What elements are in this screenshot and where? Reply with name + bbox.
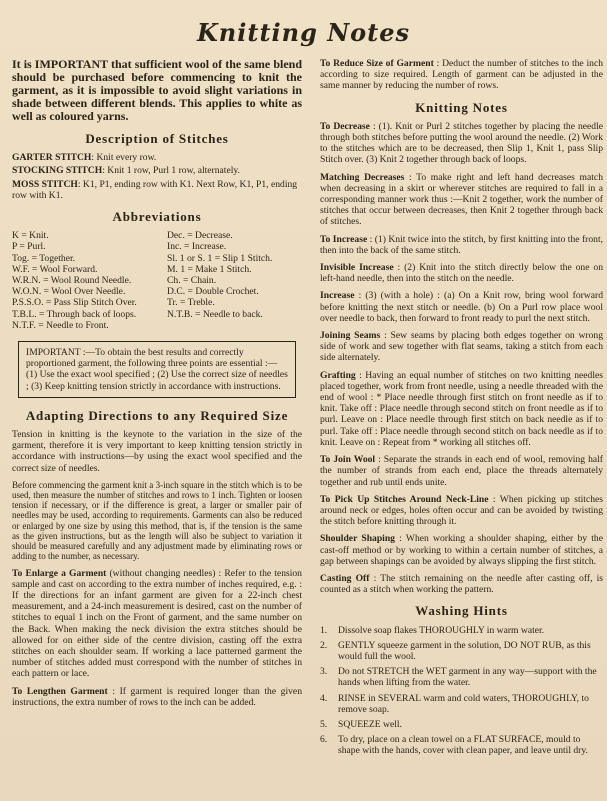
washing-text: Dissolve soap flakes THOROUGHLY in warm water.: [338, 624, 545, 636]
stitches-heading: Description of Stitches: [85, 131, 229, 146]
abbreviation-item: Dec. = Decrease.: [167, 230, 233, 242]
abbreviation-item: Tr. = Treble.: [167, 297, 215, 309]
stitch-term: MOSS STITCH: [12, 178, 78, 190]
washing-item: [320, 640, 603, 662]
washing-number: 1.: [320, 624, 328, 636]
note-text: : (3) (with a hole) : (a) On a Knit row, bring wool forward before knitting the next stitch or needle. (b) On a Purl row place wool over needle to back, then forward to front ready to purl the next stitch.: [320, 290, 603, 324]
lengthen-paragraph: [12, 686, 302, 708]
reduce-paragraph: [320, 58, 603, 92]
lengthen-term: To Lengthen Garment: [12, 685, 108, 697]
stitch-list: [12, 152, 302, 201]
abbreviation-item: P = Purl.: [12, 241, 46, 253]
washing-item: [320, 625, 603, 636]
note-item: [320, 454, 603, 488]
stitch-text: : K1, P1, ending row with K1. Next Row, K1, P1, ending row with K1.: [12, 178, 298, 201]
reduce-text: : Deduct the number of stitches to the inch according to size required. Length of garment can be adjusted in the same manner by reducing the number of rows.: [320, 58, 604, 92]
adapting-paragraph-2: Before commencing the garment knit a 3-inch square in the stitch which is to be used, then measure the number of stitches and rows to 1 inch. Tighten or loosen tension if necessary, or if the difference is great, a larger or smaller pair of needles may be used, according to requirements. Garments can also be reduced or enlarged by one size by using this method, that is, if the tension is the same as the given instructions, but as the length will also be subject to variation it should be measured carefully and any adjustment made by eliminating rows or adding to the number, as necessary.: [12, 479, 302, 562]
page-title: Knitting Notes: [196, 18, 411, 47]
note-text: : (1) Knit twice into the stitch, by first knitting into the front, then into the back of the same stitch.: [320, 233, 604, 256]
abbreviation-item: D.C. = Double Crochet.: [167, 286, 259, 298]
note-text: : Separate the strands in each end of wool, removing half the number of strands from each end, place the threads alternately together and rub until ends unite.: [320, 454, 603, 488]
washing-text: RINSE in SEVERAL warm and cold waters, THOROUGHLY, to remove soap.: [338, 692, 589, 715]
note-term: Grafting: [320, 369, 356, 381]
note-term: Joining Seams: [320, 330, 381, 342]
note-text: : Having an equal number of stitches on two knitting needles placed together, work from front needle, using a needle threaded with the end of wool : * Place needle through first stitch on front needle as if to knit. Take off : Place needle through second stitch on front needle as if to purl. Leave on : Place needle through first stitch on back needle as if to purl. Take off : Place needle through second stitch on back needle as if to knit. Leave on : Repeat from * working all stitches off.: [320, 369, 603, 448]
abbreviation-item: K = Knit.: [12, 230, 49, 242]
note-text: : (2) Knit into the stitch directly below the one on left-hand needle, then into the stitch on the needle.: [320, 262, 603, 285]
note-term: Invisible Increase: [320, 262, 394, 274]
abbreviations-left: [12, 230, 162, 331]
abbreviation-item: M. 1 = Make 1 Stitch.: [167, 263, 252, 275]
abbreviation-item: W.O.N. = Wool Over Needle.: [12, 286, 126, 298]
washing-item: [320, 693, 603, 715]
stitch-text: : Knit 1 row, Purl 1 row, alternately.: [102, 165, 240, 177]
note-term: Shoulder Shaping: [320, 533, 395, 545]
note-item: [320, 330, 603, 364]
washing-text: GENTLY squeeze garment in the solution, DO NOT RUB, as this would full the wool.: [338, 639, 591, 662]
note-term: To Decrease: [320, 120, 370, 132]
note-term: To Join Wool: [320, 454, 376, 466]
washing-heading: Washing Hints: [415, 603, 508, 619]
stitch-term: STOCKING STITCH: [12, 165, 103, 177]
abbreviation-item: N.T.B. = Needle to back.: [167, 308, 263, 320]
abbreviations-heading: Abbreviations: [112, 209, 202, 225]
note-item: [320, 573, 603, 595]
knitting-notes-heading: Knitting Notes: [415, 99, 508, 115]
abbreviation-item: T.B.L. = Through back of loops.: [12, 308, 137, 320]
note-item: [320, 290, 603, 324]
note-term: To Increase: [320, 233, 368, 245]
abbreviation-item: P.S.S.O. = Pass Slip Stitch Over.: [12, 297, 137, 309]
abbreviations-right: [167, 230, 302, 331]
stitch-item: [12, 179, 302, 201]
stitch-text: : Knit every row.: [91, 152, 157, 164]
washing-text: Do not STRETCH the WET garment in any way—support with the hands when lifting from the water.: [338, 666, 597, 689]
note-item: [320, 370, 603, 448]
stitch-term: GARTER STITCH: [12, 152, 92, 164]
washing-number: 4.: [320, 692, 328, 704]
washing-item: [320, 666, 603, 688]
note-term: Casting Off: [320, 572, 370, 584]
reduce-term: To Reduce Size of Garment: [320, 58, 434, 69]
adapting-heading: Adapting Directions to any Required Size: [25, 407, 289, 423]
washing-number: 6.: [320, 734, 328, 746]
note-item: [320, 121, 603, 166]
note-text: : The stitch remaining on the needle after casting off, is counted as a stitch when working the pattern.: [320, 572, 604, 596]
washing-number: 3.: [320, 666, 328, 678]
washing-text: SQUEEZE well.: [338, 718, 402, 730]
washing-item: [320, 734, 603, 756]
abbreviations-table: [12, 230, 302, 331]
note-text: : (1). Knit or Purl 2 stitches together by placing the needle through both stitches before putting the wool around the needle. (2) Work to the stitches which are to be decreased, then Slip 1, Knit 1, pass Slip Stitch over. (3) Knit 2 together through back of loops.: [320, 120, 603, 166]
enlarge-term: To Enlarge a Garment: [12, 567, 107, 579]
abbreviation-item: Sl. 1 or S. 1 = Slip 1 Stitch.: [167, 252, 273, 264]
note-text: : When picking up stitches around neck or edges, holes often occur and can be avoided by twisting the stitch before knitting through it.: [320, 493, 603, 528]
intro-text: It is IMPORTANT that sufficient wool of the same blend should be purchased before commencing to knit the garment, as it is impossible to avoid slight variations in shade between different blends. This applies to white as well as coloured yarns.: [12, 57, 302, 123]
note-item: [320, 262, 603, 284]
right-column: [320, 58, 603, 761]
washing-text: To dry, place on a clean towel on a FLAT SURFACE, mould to shape with the hands, cover with clean paper, and leave until dry.: [338, 734, 588, 757]
note-item: [320, 234, 603, 256]
abbreviation-item: N.T.F. = Needle to Front.: [12, 319, 109, 331]
note-item: [320, 172, 603, 228]
abbreviation-item: W.R.N. = Wool Round Needle.: [12, 275, 132, 287]
washing-item: [320, 719, 603, 730]
enlarge-paragraph: [12, 568, 302, 680]
note-term: Increase: [320, 290, 355, 302]
note-text: : To make right and left hand decreases match when decreasing in a skirt or wherever stitches are required to fall in a corresponding manner work thus :—Knit 2 together, work the number of stitches that occur between decreases, then Knit 2 together through back of stitches.: [320, 171, 603, 228]
abbreviation-item: W.F. = Wool Forward.: [12, 263, 98, 275]
washing-number: 2.: [320, 639, 328, 651]
note-item: [320, 494, 603, 528]
important-box: IMPORTANT :—To obtain the best results and correctly proportioned garment, the following three points are essential :—(1) Use the exact wool specified ; (2) Use the correct size of needles ; (3) Keep knitting tension strictly in accordance with instructions.: [18, 341, 296, 398]
stitch-item: [12, 165, 302, 176]
washing-number: 5.: [320, 718, 328, 730]
enlarge-text: (without changing needles) : Refer to the tension sample and cast on according to the extra number of inches required, e.g. : If the directions for an infant garment are given for a 22-inch chest measurement, and a 24-inch measurement is desired, cast on the number of stitches to equal 1 inch on the Front of garment, and the same number on the Back. When making the neck division the extra stitches should be allowed for on either side of the centre division, casting off the extra stitches on each shoulder seam. If working a lace patterned garment the number of stitches added must correspond with the number of stitches in each pattern or lace.: [12, 567, 302, 680]
note-text: : Sew seams by placing both edges together on wrong side of work and sew together with flat seams, taking a stitch from each side alternately.: [320, 330, 603, 364]
note-text: : When working a shoulder shaping, either by the cast-off method or by working to within a certain number of stitches, a gap between shapings can be avoided by always slipping the first stitch.: [320, 533, 603, 567]
lengthen-text: : If garment is required longer than the given instructions, the extra number of rows to the inch can be added.: [12, 685, 302, 708]
abbreviation-item: Ch. = Chain.: [167, 275, 217, 287]
note-item: [320, 533, 603, 567]
abbreviation-item: Tog. = Together.: [12, 252, 76, 264]
adapting-paragraph-1: Tension in knitting is the keynote to the variation in the size of the garment, therefore it is very important to keep knitting tension strictly in accordance with instructions—by using the exact wool specified and the correct size of needles.: [12, 429, 302, 474]
stitch-item: [12, 152, 302, 163]
note-term: To Pick Up Stitches Around Neck-Line: [320, 493, 489, 505]
left-column: [12, 58, 302, 714]
abbreviation-item: Inc. = Increase.: [167, 241, 227, 253]
note-term: Matching Decreases: [320, 171, 405, 183]
